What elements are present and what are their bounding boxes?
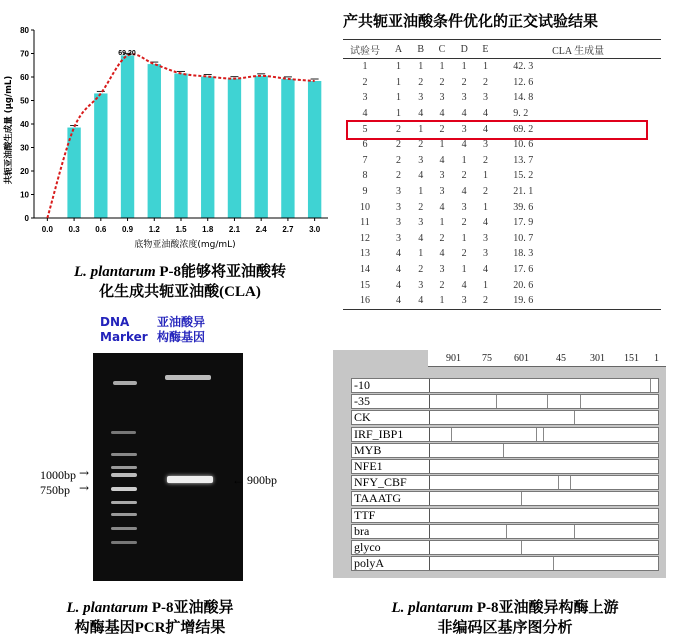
table-cell: 2 [418, 76, 424, 88]
table-cell: 1 [482, 170, 488, 182]
ruler-tick-label: 301 [590, 353, 605, 364]
label-separator [429, 476, 430, 489]
y-tick-label: 20 [20, 167, 29, 176]
table-row [343, 90, 661, 106]
motif-row [351, 459, 659, 474]
table-cell: 4 [461, 186, 467, 198]
marker-band [111, 541, 137, 544]
x-tick-label: 0.6 [95, 225, 107, 234]
table-cell: 1 [396, 61, 402, 73]
table-cell: 10. 7 [513, 232, 534, 244]
table-cell: 2 [396, 123, 402, 135]
table-row [343, 168, 661, 184]
table-cell: 3 [453, 293, 476, 309]
well-1 [113, 381, 137, 385]
motif-row [351, 508, 659, 523]
motif-label: bra [354, 523, 370, 538]
table-row [343, 262, 661, 278]
table-cell: 4 [439, 201, 445, 213]
motif-site-marker [521, 541, 522, 554]
motif-row [351, 394, 659, 409]
motif-row [351, 491, 659, 506]
bar [174, 73, 187, 218]
motif-site-marker [503, 444, 504, 457]
bar [201, 77, 214, 218]
table-cell: 4 [418, 170, 424, 182]
label-separator [429, 395, 430, 408]
table-cell: 1 [482, 201, 488, 213]
marker-band [111, 431, 136, 434]
label-separator [429, 492, 430, 505]
table-cell: 1 [418, 123, 424, 135]
motif-row [351, 378, 659, 393]
table-cell: 2 [396, 139, 402, 151]
table-header-cell: C [431, 40, 452, 59]
table-cell: 4 [396, 248, 402, 260]
table-cell: 69. 2 [513, 123, 534, 135]
y-tick-label: 10 [20, 190, 29, 200]
motif-label: polyA [354, 556, 384, 571]
table-cell: 3 [482, 92, 488, 104]
product-900bp-label: ← 900bp [232, 473, 277, 487]
table-cell: 13. 7 [513, 154, 534, 166]
table-cell: 2 [396, 154, 402, 166]
table-cell: 2 [418, 264, 424, 276]
table-cell: 4 [482, 217, 488, 229]
pcr-product-band [167, 476, 213, 483]
label-separator [429, 509, 430, 522]
table-cell: 10. 6 [513, 139, 534, 151]
table-cell: 15 [360, 279, 370, 291]
motif-site-marker [650, 379, 651, 392]
table-cell: 11 [360, 217, 370, 229]
table-row [343, 215, 661, 231]
map-caption-text: P-8亚油酸异构酶上游 [473, 600, 619, 616]
motif-label: MYB [354, 442, 382, 457]
peak-annotation: 69.20 [118, 50, 136, 57]
table-cell: 3 [439, 170, 445, 182]
table-cell: 12 [360, 232, 370, 244]
table-cell: 12. 6 [513, 76, 534, 88]
bar [94, 93, 107, 218]
ruler-tick-label: 601 [514, 353, 529, 364]
table-cell: 16 [343, 293, 387, 309]
motif-site-marker [451, 428, 452, 441]
table-cell: 3 [439, 92, 445, 104]
x-tick-label: 2.1 [228, 225, 241, 234]
label-separator [429, 460, 430, 473]
gene-label-line2: 构酶基因 [157, 330, 206, 344]
table-cell: 4 [396, 279, 402, 291]
table-cell: 4 [461, 139, 467, 151]
motif-site-marker [570, 476, 571, 489]
table-row [343, 199, 661, 215]
x-tick-label: 1.2 [148, 225, 160, 234]
table-cell: 1 [461, 264, 467, 276]
table-cell: 1 [418, 61, 424, 73]
bar [67, 128, 80, 218]
table-cell: 4 [482, 123, 488, 135]
table-cell: 2 [418, 201, 424, 213]
table-cell: 1 [439, 61, 445, 73]
table-cell: 2 [439, 76, 445, 88]
marker-band [111, 501, 137, 504]
table-cell: 39. 6 [513, 201, 534, 213]
ruler [428, 350, 666, 367]
motif-label: glyco [354, 540, 381, 554]
motif-site-marker [547, 395, 548, 408]
motif-row [351, 443, 659, 458]
table-cell: 2 [439, 232, 445, 244]
marker-band [111, 453, 137, 456]
bar [255, 76, 268, 218]
chart-caption-line2: 化生成共轭亚油酸(CLA) [99, 284, 261, 300]
motif-site-marker [536, 428, 537, 441]
table-cell: 3 [396, 232, 402, 244]
table-cell: 5 [362, 123, 368, 135]
marker-band [111, 513, 137, 516]
table-cell: 7 [362, 154, 368, 166]
table-cell: 4 [482, 108, 488, 120]
bar [121, 55, 134, 218]
table-cell: 4 [461, 279, 467, 291]
gel-caption-line2: 构酶基因PCR扩增结果 [74, 620, 226, 636]
table-header-cell: B [410, 40, 431, 59]
table-cell: 3 [418, 154, 424, 166]
table-cell: 3 [461, 123, 467, 135]
ruler-tick-label: 901 [446, 353, 461, 364]
y-tick-label: 70 [20, 49, 29, 59]
table-cell: 4 [396, 264, 402, 276]
table-header-row [343, 40, 661, 59]
motif-site-marker [506, 525, 507, 538]
table-cell: 2 [396, 170, 402, 182]
table-cell: 1 [461, 154, 467, 166]
label-separator [429, 379, 430, 392]
table-cell: 3 [418, 279, 424, 291]
motif-row [351, 410, 659, 425]
table-cell: 6 [362, 139, 368, 151]
gene-label-line1: 亚油酸异 [157, 315, 206, 329]
x-tick-label: 0.9 [121, 225, 134, 234]
table-cell: 4 [461, 108, 467, 120]
y-axis-label: 共轭亚油酸生成量 (μg/mL) [4, 75, 14, 185]
table-cell: 42. 3 [513, 61, 534, 73]
table-cell: 9 [362, 186, 368, 198]
table-cell: 4 [362, 108, 368, 120]
label-separator [429, 411, 430, 424]
x-tick-label: 2.4 [255, 225, 267, 234]
table-row [343, 246, 661, 262]
table-cell: 3 [482, 232, 488, 244]
label-separator [429, 525, 430, 538]
table-cell: 2 [461, 217, 467, 229]
table-row [343, 153, 661, 169]
table-cell: 3 [482, 248, 488, 260]
table-cell: 1 [362, 61, 368, 73]
motif-row [351, 475, 659, 490]
table-cell: 3 [461, 92, 467, 104]
gel-caption-text: P-8亚油酸异 [148, 600, 234, 616]
table-cell: 2 [461, 76, 467, 88]
table-cell: 2 [476, 293, 495, 309]
y-tick-label: 40 [20, 120, 29, 129]
table-cell: 4 [439, 248, 445, 260]
motif-site-marker [574, 525, 575, 538]
table-row [343, 293, 661, 309]
x-tick-label: 3.0 [309, 225, 321, 234]
y-tick-label: 80 [20, 26, 29, 35]
table-cell: 10 [360, 201, 370, 213]
table-cell: 2 [461, 170, 467, 182]
table-cell: 1 [439, 217, 445, 229]
table-cell: 1 [396, 92, 402, 104]
table-cell: 2 [461, 248, 467, 260]
motif-label: NFE1 [354, 459, 383, 473]
cla-bar-chart [0, 0, 335, 255]
table-cell: 19. 6 [495, 293, 661, 309]
table-cell: 3 [396, 201, 402, 213]
motif-row [351, 556, 659, 571]
chart-caption [30, 262, 330, 302]
y-tick-label: 60 [20, 73, 29, 82]
table-cell: 4 [410, 293, 431, 309]
map-caption [355, 598, 655, 638]
chart-caption-species: L. plantarum [73, 264, 156, 280]
ruler-tick-label: 151 [624, 353, 639, 364]
table-row [343, 75, 661, 91]
gel-caption-species: L. plantarum [66, 600, 149, 616]
well-2 [165, 375, 211, 380]
table-cell: 3 [396, 217, 402, 229]
table-cell: 4 [418, 232, 424, 244]
map-caption-line2: 非编码区基序图分析 [437, 620, 573, 636]
table-cell: 3 [461, 201, 467, 213]
table-cell: 18. 3 [513, 248, 534, 260]
bar [148, 64, 161, 218]
table-row [343, 231, 661, 247]
motif-label: TTF [354, 507, 376, 522]
bar [228, 79, 241, 218]
map-caption-species: L. plantarum [391, 600, 474, 616]
motif-site-marker [553, 557, 554, 570]
promoter-motif-map [333, 350, 666, 578]
table-cell: 8 [362, 170, 368, 182]
table-row [343, 59, 661, 75]
bar [281, 79, 294, 218]
table-cell: 14 [360, 264, 370, 276]
marker-band-750 [111, 487, 137, 491]
table-header-cell: A [387, 40, 410, 59]
motif-site-marker [521, 492, 522, 505]
motif-row [351, 427, 659, 442]
gel-caption [30, 598, 270, 638]
table-row [343, 277, 661, 293]
motif-label: -35 [354, 394, 370, 409]
ruler-tick-label: 75 [482, 353, 492, 364]
x-tick-label: 0.3 [68, 225, 80, 234]
motif-site-marker [496, 395, 497, 408]
arrow-1000-icon: → [79, 466, 90, 480]
bar [308, 81, 321, 218]
table-cell: 4 [387, 293, 410, 309]
ruler-tick-label: 45 [556, 353, 566, 364]
table-header-cell: CLA 生成量 [495, 40, 661, 59]
table-cell: 4 [439, 108, 445, 120]
marker-band [111, 527, 137, 530]
table-body [343, 59, 661, 310]
orthogonal-table [343, 39, 661, 310]
table-cell: 3 [418, 217, 424, 229]
table-cell: 17. 6 [513, 264, 534, 276]
x-tick-label: 1.5 [175, 225, 187, 234]
table-cell: 2 [439, 123, 445, 135]
x-tick-label: 2.7 [282, 225, 294, 234]
motif-label: TAAATG [354, 491, 402, 506]
table-cell: 1 [482, 279, 488, 291]
chart-caption-text: P-8能够将亚油酸转 [155, 264, 287, 280]
label-separator [429, 541, 430, 554]
agarose-gel-image [93, 353, 243, 581]
dna-label: DNA [100, 315, 130, 329]
motif-site-marker [558, 476, 559, 489]
y-tick-label: 50 [20, 96, 29, 106]
table-title: 产共轭亚油酸条件优化的正交试验结果 [343, 12, 599, 30]
ruler-tick-label: 1 [654, 353, 659, 364]
table-cell: 3 [396, 186, 402, 198]
motif-label: IRF_IBP1 [354, 426, 404, 441]
table-cell: 1 [418, 248, 424, 260]
table-cell: 9. 2 [513, 108, 529, 120]
arrow-750-icon: → [79, 481, 90, 495]
motif-site-marker [580, 395, 581, 408]
y-tick-label: 30 [20, 143, 29, 153]
motif-site-marker [543, 428, 544, 441]
table-cell: 1 [431, 293, 452, 309]
y-tick-label: 0 [24, 214, 29, 223]
table-cell: 1 [396, 108, 402, 120]
table-cell: 3 [439, 264, 445, 276]
marker-band [111, 466, 137, 469]
table-cell: 2 [362, 76, 368, 88]
x-tick-label: 1.8 [202, 225, 214, 234]
table-cell: 2 [439, 279, 445, 291]
table-cell: 2 [418, 139, 424, 151]
motif-label: NFY_CBF [354, 475, 407, 490]
optimal-row-highlight [346, 120, 648, 140]
table-cell: 3 [362, 92, 368, 104]
label-separator [429, 557, 430, 570]
table-cell: 20. 6 [513, 279, 534, 291]
label-separator [429, 444, 430, 457]
table-cell: 2 [482, 76, 488, 88]
table-cell: 1 [482, 61, 488, 73]
table-row [343, 184, 661, 200]
table-cell: 21. 1 [513, 186, 534, 198]
table-cell: 3 [482, 139, 488, 151]
table-cell: 17. 9 [513, 217, 534, 229]
table-cell: 1 [439, 139, 445, 151]
x-axis-label: 底物亚油酸浓度(mg/mL) [134, 240, 236, 250]
table-cell: 3 [439, 186, 445, 198]
motif-label: -10 [354, 378, 370, 392]
table-cell: 1 [461, 61, 467, 73]
table-cell: 13 [360, 248, 370, 260]
table-header-cell: E [476, 40, 495, 59]
table-header-cell: 试验号 [343, 40, 387, 59]
marker-1000bp-label: 1000bp [40, 468, 76, 482]
motif-site-marker [574, 411, 575, 424]
x-tick-label: 0.0 [41, 225, 53, 234]
table-cell: 1 [418, 186, 424, 198]
table-header-cell: D [453, 40, 476, 59]
table-cell: 3 [418, 92, 424, 104]
table-cell: 2 [482, 154, 488, 166]
marker-band-1000 [111, 473, 137, 477]
table-cell: 1 [396, 76, 402, 88]
table-cell: 15. 2 [513, 170, 534, 182]
motif-row [351, 540, 659, 555]
table-cell: 1 [461, 232, 467, 244]
table-cell: 14. 8 [513, 92, 534, 104]
motif-row [351, 524, 659, 539]
table-cell: 4 [418, 108, 424, 120]
motif-label: CK [354, 410, 371, 425]
table-cell: 2 [482, 186, 488, 198]
marker-750bp-label: 750bp [40, 483, 70, 497]
marker-label: Marker [100, 330, 148, 344]
table-cell: 4 [439, 154, 445, 166]
table-cell: 4 [482, 264, 488, 276]
label-separator [429, 428, 430, 441]
